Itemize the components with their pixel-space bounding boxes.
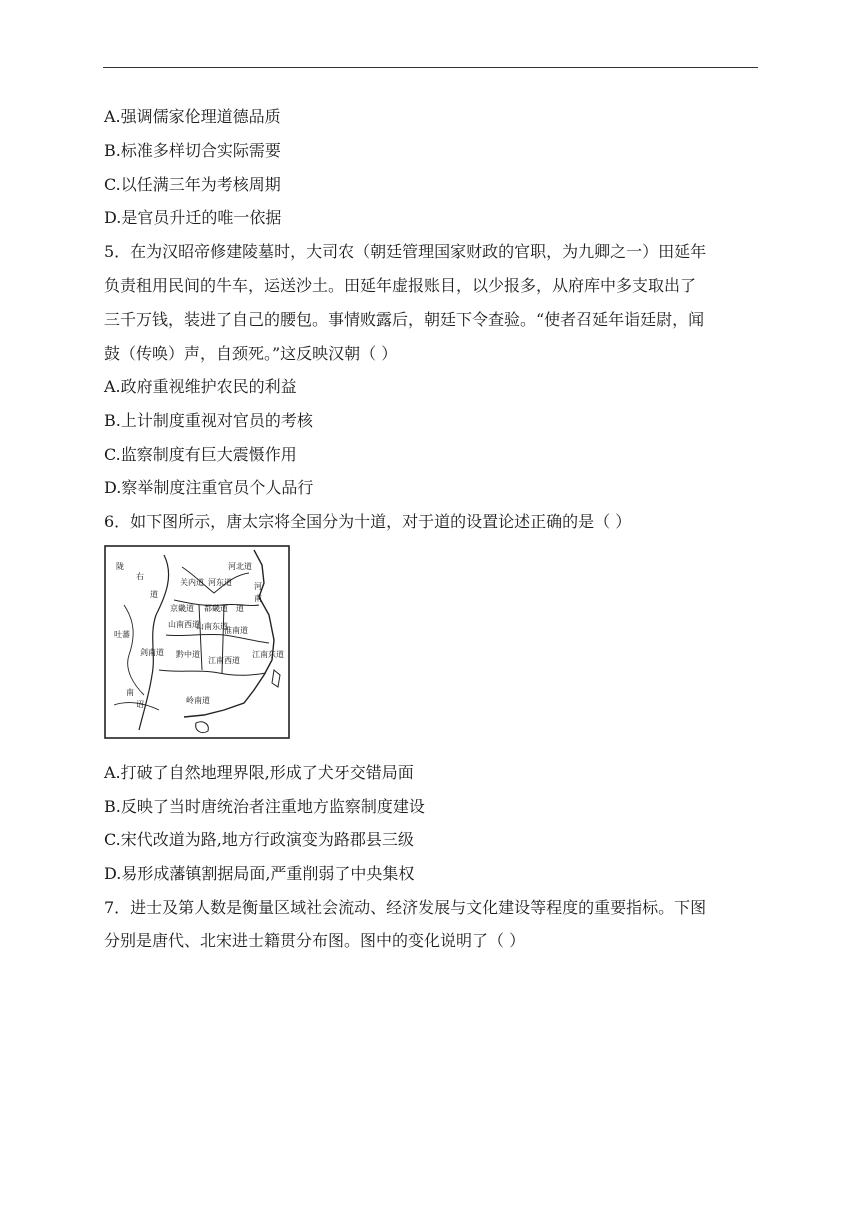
map-label-8: 南 [254, 594, 262, 603]
map-label-19: 南 [126, 688, 134, 697]
q4-option-c: C.以任满三年为考核周期 [104, 175, 281, 194]
map-label-21: 岭南道 [186, 696, 210, 705]
map-label-11: 都畿道 [204, 604, 228, 613]
q5-option-d: D.察举制度注重官员个人品行 [104, 478, 314, 497]
map-label-5: 河北道 [228, 562, 252, 571]
q5-stem-line-4: 鼓（传唤）声，自颈死。”这反映汉朝（ ） [104, 344, 398, 363]
map-label-10: 京畿道 [170, 604, 194, 613]
map-label-13: 山南东道 [196, 622, 228, 631]
q5-option-b: B.上计制度重视对官员的考核 [104, 411, 313, 430]
map-label-12: 山南西道 [168, 620, 200, 629]
map-label-3: 吐蕃 [114, 630, 130, 639]
q4-option-b: B.标准多样切合实际需要 [104, 141, 281, 160]
map-label-1: 右 [136, 572, 144, 581]
q4-option-a: A.强调儒家伦理道德品质 [104, 107, 281, 126]
header-rule [103, 67, 758, 68]
map-label-14: 淮南道 [224, 626, 248, 635]
map-label-18: 江南东道 [252, 650, 284, 659]
map-label-2: 道 [150, 590, 158, 599]
map-label-7: 河 [254, 582, 262, 591]
map-label-20: 诏 [136, 700, 144, 709]
q5-option-a: A.政府重视维护农民的利益 [104, 377, 297, 396]
q7-stem-line-2: 分别是唐代、北宋进士籍贯分布图。图中的变化说明了（ ） [104, 931, 526, 950]
tang-ten-circuits-map [104, 545, 290, 739]
q6-option-d: D.易形成藩镇割据局面,严重削弱了中央集权 [104, 864, 415, 883]
q5-option-c: C.监察制度有巨大震慑作用 [104, 445, 297, 464]
map-figure [104, 545, 290, 739]
map-label-15: 剑南道 [140, 648, 164, 657]
q6-option-c: C.宋代改道为路,地方行政演变为路郡县三级 [104, 830, 414, 849]
q5-stem-line-1: 5．在为汉昭帝修建陵墓时，大司农（朝廷管理国家财政的官职，为九卿之一）田延年 [104, 242, 707, 261]
map-label-9: 道 [236, 604, 244, 613]
q7-stem-line-1: 7．进士及第人数是衡量区域社会流动、经济发展与文化建设等程度的重要指标。下图 [104, 898, 707, 917]
q5-stem-line-3: 三千万钱，装进了自己的腰包。事情败露后，朝廷下令查验。“使者召延年诣廷尉，闻 [104, 310, 705, 329]
q6-stem: 6．如下图所示，唐太宗将全国分为十道，对于道的设置论述正确的是（ ） [104, 512, 632, 531]
q6-option-a: A.打破了自然地理界限,形成了犬牙交错局面 [104, 763, 414, 782]
q4-option-d: D.是官员升迁的唯一依据 [104, 208, 282, 227]
map-label-17: 江南西道 [208, 656, 240, 665]
map-label-0: 陇 [116, 562, 124, 571]
map-label-6: 河东道 [208, 578, 232, 587]
q5-stem-line-2: 负责租用民间的牛车，运送沙土。田延年虚报账目，以少报多，从府库中多支取出了 [104, 276, 697, 295]
map-label-4: 关内道 [180, 578, 204, 587]
map-label-16: 黔中道 [176, 650, 200, 659]
q6-option-b: B.反映了当时唐统治者注重地方监察制度建设 [104, 797, 425, 816]
